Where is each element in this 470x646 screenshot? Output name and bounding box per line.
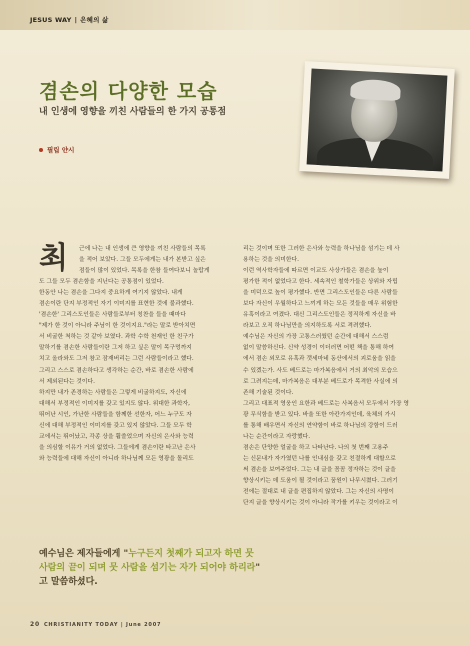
pull-quote-line: [39, 575, 239, 589]
body-line: 서 비굴한 척하는 것 같아 보였다. 과학 수학 천재인 한 친구가: [39, 334, 194, 341]
body-line: 점들이 많이 있었다. 목록을 한참 들여다보니 놀랍게: [79, 268, 210, 275]
body-line: 라보고 오직 하나님만을 의지하도록 서로 격려했다.: [243, 323, 372, 330]
body-line: 평가한 적이 없었다고 한다. 세속적인 철학가들은 상위와 자립: [243, 279, 398, 286]
pull-quote-highlight: 누구든지 첫째가 되고자 하면 뭇: [128, 549, 254, 559]
body-line: 없이 말씀하신다. 신약 성경이 이더러면 어떤 책을 통해 하여: [243, 345, 394, 352]
body-line: 그리고 대표적 영웅인 요한과 베드로는 사복음서 모두에서 가장 영: [243, 400, 409, 407]
body-line: 와 능력들에 대해 자신이 아니라 하나님께 모든 영광을 돌리도: [39, 455, 194, 462]
body-line: 겸손은 단양한 얼굴을 하고 나타난다. 나의 첫 번째 고용주: [243, 444, 389, 451]
drop-cap: 최: [39, 241, 68, 276]
issue-date: June 2007: [126, 622, 162, 628]
footer-divider: |: [120, 622, 124, 628]
column-name: 은혜의 삶: [80, 16, 109, 24]
body-line: 신에 대해 부정적인 이미지를 갖고 있지 않았다. 그들 모두 학: [39, 422, 192, 429]
body-line: 치고 올라와도 그저 참고 잠재버리는 그런 사람들이라고 했다.: [39, 356, 194, 363]
body-line: 예수님은 자신의 가장 고통스러웠던 순간에 대해서 스스럼: [243, 334, 389, 341]
article-subtitle: 내 인생에 영향을 끼친 사람들의 한 가지 공통점: [39, 107, 227, 117]
body-line: '겸손한' 그리스도인들은 사람들로부터 칭찬을 들을 때마다: [39, 312, 186, 319]
section-tag: [30, 15, 109, 24]
section-name: JESUS WAY: [30, 16, 72, 24]
body-column-right: [243, 244, 439, 509]
section-divider: |: [74, 16, 78, 24]
body-line: 유혹이라고 여겼다. 대신 그리스도인들은 정직하게 자신을 바: [243, 312, 396, 319]
body-line: 대해서 부정적인 이미지를 갖고 있지도 않다. 위대한 과학자,: [39, 400, 190, 407]
body-line: 써 겸손을 보여주었다. 그는 내 글을 꼼꼼 정자하는 것이 글을: [243, 466, 396, 473]
portrait-image: [307, 69, 448, 172]
author-photo: [299, 61, 455, 179]
body-line: 나는 순간이라고 자랑했다.: [243, 433, 311, 440]
body-line: 서 제외된다는 것이다.: [39, 378, 95, 385]
body-line: 향상시키는 데 도움이 될 것이라고 꿈원이 나무시켰다. 그러기: [243, 477, 398, 484]
page-footer: [30, 621, 161, 628]
body-line: "제가 한 것이 아니라 주님이 한 것이지요."라는 말로 받아치면: [39, 323, 196, 330]
body-line: 존해 기술된 것이다.: [243, 389, 294, 396]
body-line: 보다 자신이 우월하다고 느끼게 하는 모든 것들을 매우 위험한: [243, 301, 398, 308]
body-line: 광 무식함을 받고 있다. 바울 또한 아칸가지인데, 육체의 가시: [243, 411, 396, 418]
pull-quote-line: [39, 561, 261, 575]
body-line: 이런 역사학자들에 따르면 이교도 사상가들은 겸손을 높이: [243, 268, 389, 275]
magazine-name: CHRISTIANITY TODAY: [43, 622, 119, 628]
pull-quote: [39, 547, 261, 589]
body-line: 을 적어 보았다. 그들 모두에게는 내가 본받고 싶은: [79, 257, 206, 264]
body-line: 교에서는 뛰어났고, 각종 상을 휩쓸었으며 자신의 은사와 능력: [39, 433, 194, 440]
body-line: 로 그려지는데, 마가복음은 대부분 베드로가 목격한 사실에 의: [243, 378, 398, 385]
body-line: 단지 글을 향상시키는 것이 아니라 작가를 키우는 것이라고 이: [243, 500, 398, 507]
pull-quote-text: 예수님은 제자들에게 ": [39, 549, 129, 559]
body-line: 용하는 것을 의미한다.: [243, 257, 299, 264]
body-line: 도 그들 모두 겸손함을 지닌다는 공통점이 있었다.: [39, 279, 164, 286]
body-line: 는 신문내가 자가였던 나를 인내심을 갖고 친절하게 대할으로: [243, 455, 396, 462]
body-line: 에서 겸손 외모로 유혹과 갯세마네 동산에서의 괴로움을 읽을: [243, 356, 396, 363]
page-number: 20: [30, 621, 40, 628]
body-line: 근에 나는 내 인생에 큰 영향을 끼친 사람들의 목록: [79, 246, 206, 252]
body-line: 겸손이란 단지 부정적인 자기 이미지를 표현한 것에 불과했다.: [39, 301, 194, 308]
body-line: 한동안 나는 겸손을 그다지 중요하게 여기지 않았다. 내게: [39, 290, 183, 297]
pull-quote-text: ": [255, 563, 261, 573]
portrait-hair: [350, 79, 401, 102]
body-line: 하지만 내가 존경하는 사람들은 그렇게 비굴하지도, 자신에: [39, 389, 187, 396]
body-line: 뛰어난 시인, 가난한 사람들을 함께한 선한자, 어느 누구도 자: [39, 411, 192, 418]
article-title: 겸손의 다양한 모습: [39, 79, 218, 103]
body-line: 을 미덕으로 높이 평가했다. 반면 그리스도인들은 다른 사람들: [243, 290, 398, 297]
author-byline: [39, 145, 74, 154]
body-line: 리는 것이며 또한 그러한 은사와 능력을 하나님을 섬기는 데 사: [243, 246, 400, 252]
pull-quote-text: 고 말씀하셨다.: [39, 577, 98, 587]
body-line: 말하기를 겸손한 사람들이란 그저 하고 싶은 말이 목구멍까지: [39, 345, 192, 352]
body-line: 전에는 절대로 내 글을 편집하지 않았다. 그는 자신의 사명이: [243, 489, 394, 496]
body-line: 수 있겠는가. 사도 베드로는 마가복음에서 거의 최악의 모습으: [243, 367, 398, 374]
body-line: 를 통해 배우면서 자신의 연약함이 바로 하나님의 강함이 드러: [243, 422, 398, 429]
body-column-left: [39, 241, 229, 465]
bullet-icon: [39, 148, 43, 152]
pull-quote-highlight: 사람의 끝이 되며 뭇 사람을 섬기는 자가 되어야 하리라: [39, 563, 256, 573]
body-line: 그리고 스스로 겸손하다고 생각하는 순간, 바로 겸손한 사람에: [39, 367, 194, 374]
pull-quote-line: [39, 547, 254, 561]
author-name: 필립 얀시: [47, 146, 75, 154]
body-line: 을 의심할 이유가 거의 없었다. 그들에게 겸손이란 타고난 은사: [39, 444, 196, 451]
